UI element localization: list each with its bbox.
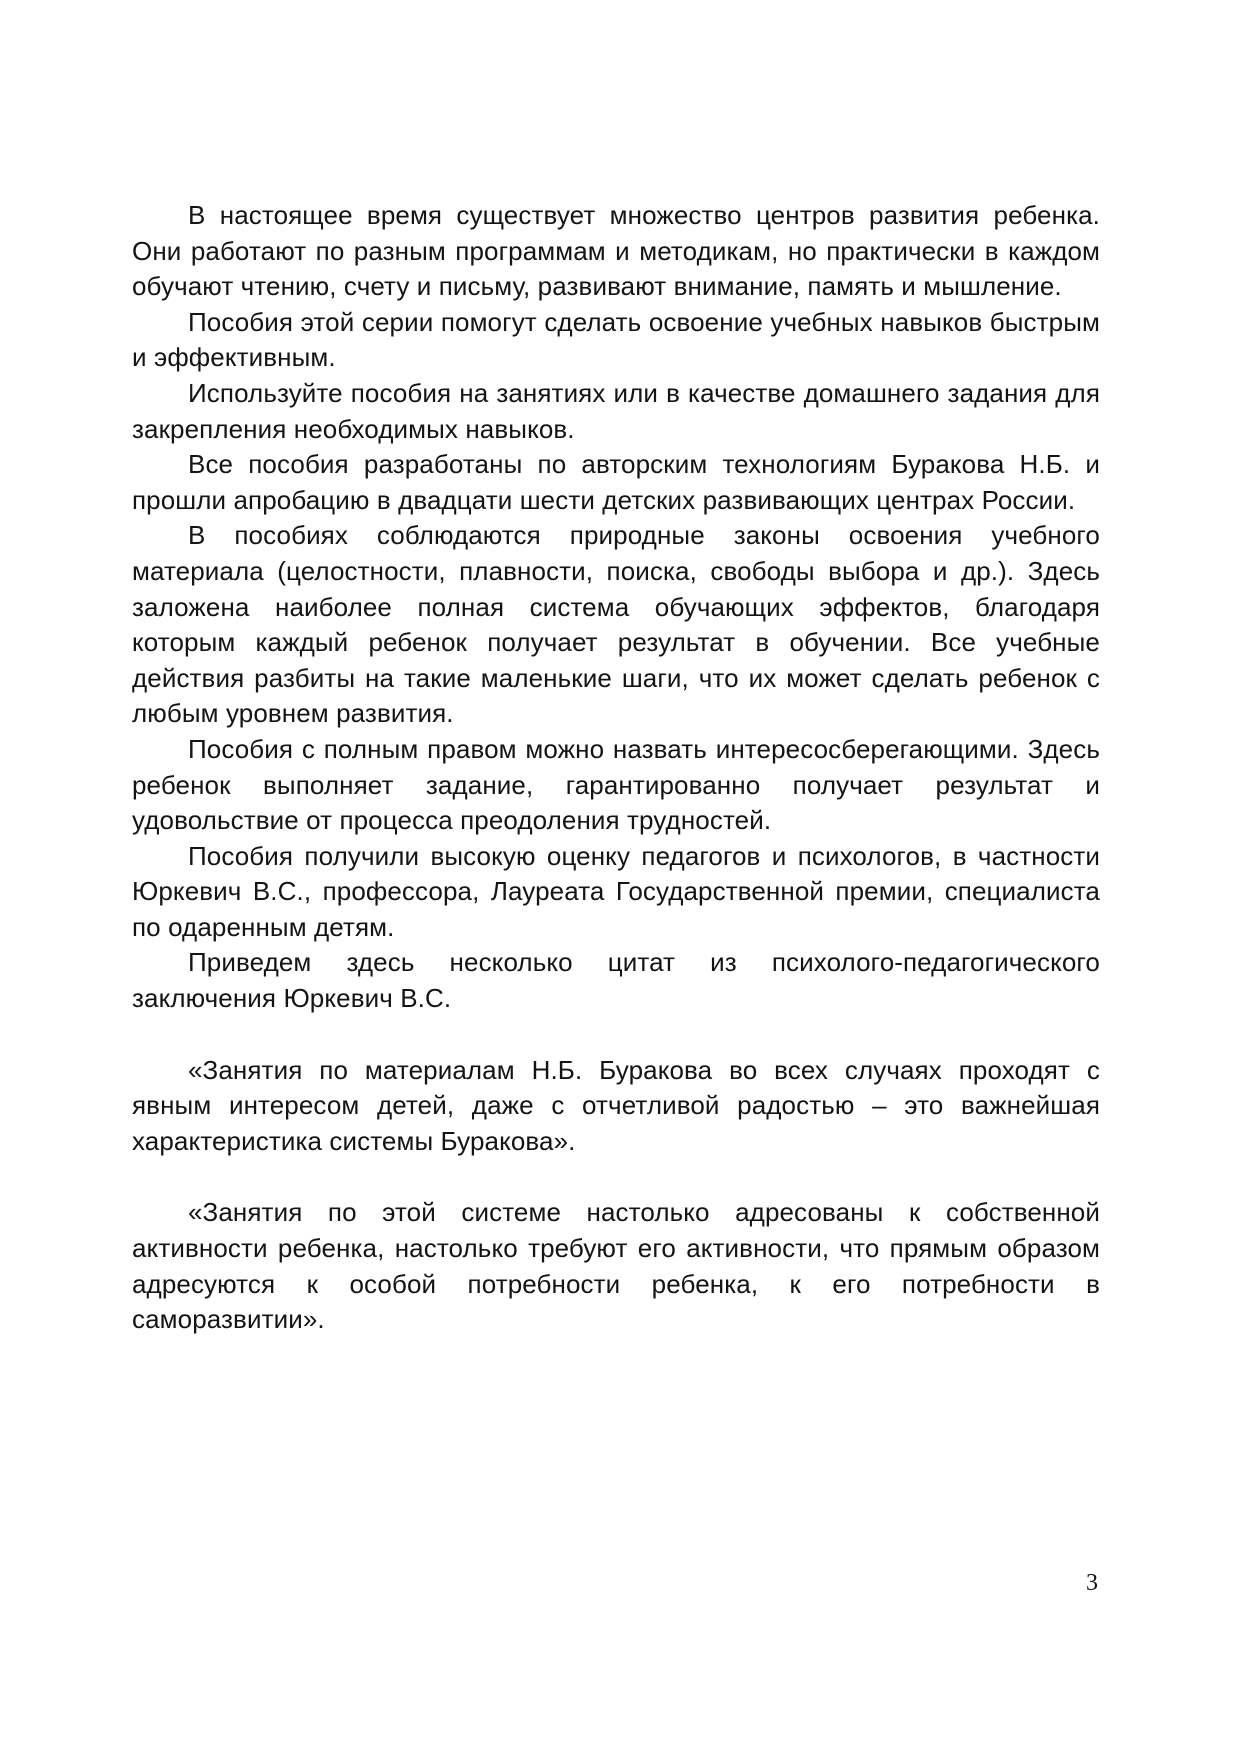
paragraph-laws: В пособиях соблюдаются природные законы освоения учебного материала (целостности, плавности, поиска, свободы выбора и др.). Здесь заложена наиболее полная система обучающих эффектов, благодаря которым каждый ребенок получает результат в обучении. Все учебные действия разбиты на такие маленькие шаги, что их может сделать ребенок с любым уровнем развития.	[132, 520, 1100, 729]
paragraph-usage: Используйте пособия на занятиях или в качестве домашнего задания для закрепления необходимых навыков.	[132, 377, 1100, 444]
paragraph-intro: В настоящее время существует множество центров развития ребенка. Они работают по разным программам и методикам, но практически в каждом обучают чтению, счету и письму, развивают внимание, память и мышление.	[132, 200, 1100, 302]
paragraph-evaluation: Пособия получили высокую оценку педагогов и психологов, в частности Юркевич В.С., профессора, Лауреата Государственной премии, специалиста по одаренным детям.	[132, 840, 1100, 942]
page-number: 3	[1086, 1570, 1098, 1596]
paragraph-quotes-intro: Приведем здесь несколько цитат из психолого-педагогического заключения Юркевич В.С.	[132, 947, 1100, 1014]
paragraph-authorship: Все пособия разработаны по авторским технологиям Буракова Н.Б. и прошли апробацию в двадцати шести детских развивающих центрах России.	[132, 449, 1100, 515]
paragraph-series-benefits: Пособия этой серии помогут сделать освоение учебных навыков быстрым и эффективным.	[132, 306, 1100, 373]
paragraph-interest-saving: Пособия с полным правом можно назвать интересосберегающими. Здесь ребенок выполняет задание, гарантированно получает результат и удовольствие от процесса преодоления трудностей.	[132, 733, 1100, 836]
quote-self-development: «Занятия по этой системе настолько адресованы к собственной активности ребенка, настолько требуют его активности, что прямым образом адресуются к особой потребности ребенка, к его потребности в саморазвитии».	[132, 1197, 1100, 1335]
quote-interest: «Занятия по материалам Н.Б. Буракова во всех случаях проходят с явным интересом детей, даже с отчетливой радостью – это важнейшая характеристика системы Буракова».	[132, 1054, 1100, 1156]
body-text	[132, 198, 1100, 1338]
